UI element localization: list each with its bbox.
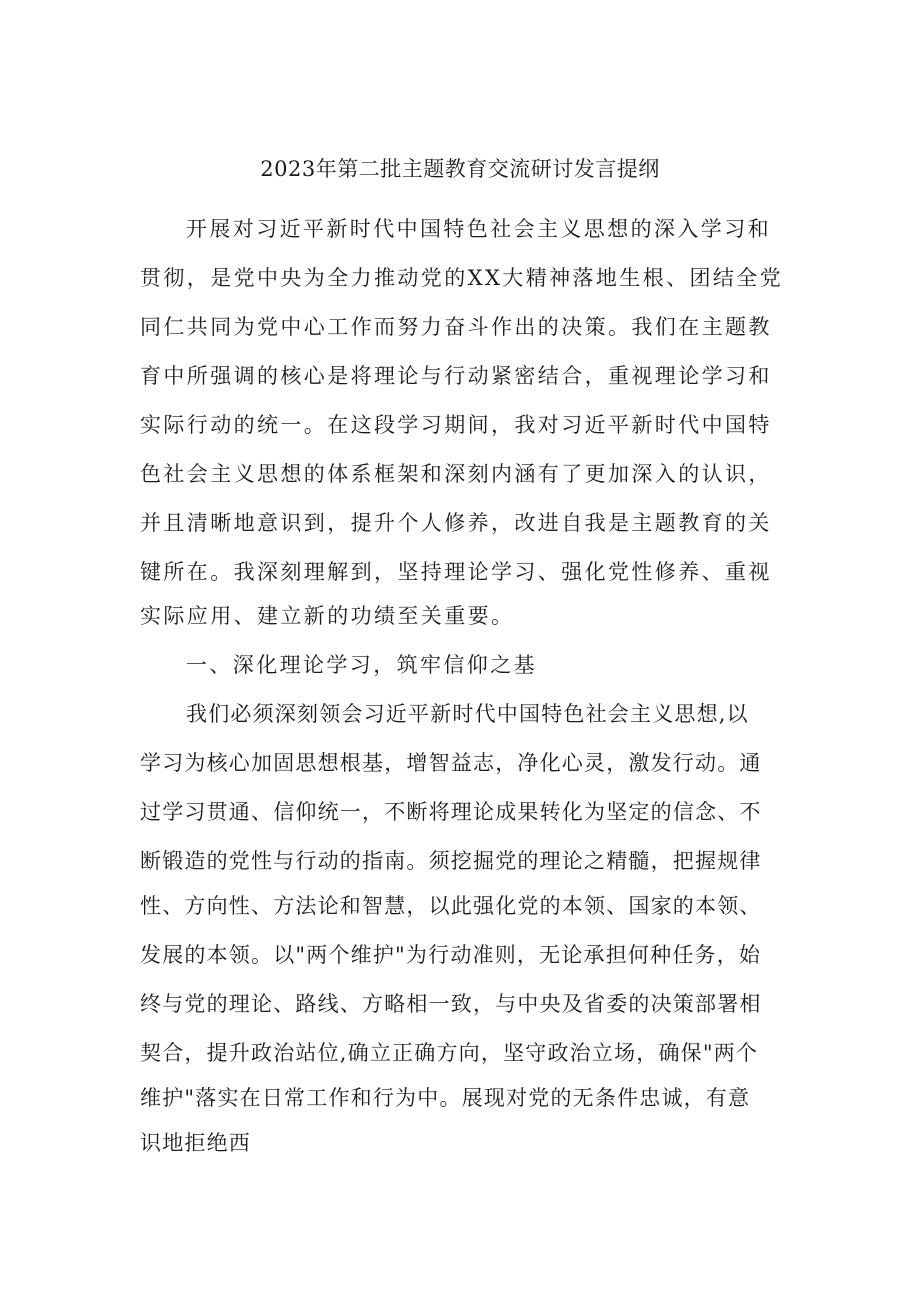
paragraph-line: 色社会主义思想的体系框架和深刻内涵有了更加深入的认识， <box>140 462 772 486</box>
paragraph-line: 过学习贯通、信仰统一，不断将理论成果转化为坚定的信念、不 <box>140 800 762 824</box>
paragraph-line: 性、方向性、方法论和智慧，以此强化党的本领、国家的本领、 <box>140 894 762 918</box>
paragraph-line: 终与党的理论、路线、方略相一致，与中央及省委的决策部署相 <box>140 992 762 1016</box>
paragraph-line: 维护"落实在日常工作和行为中。展现对党的无条件忠诚，有意 <box>140 1086 751 1110</box>
paragraph-line: 学习为核心加固思想根基，增智益志，净化心灵，激发行动。通 <box>140 751 762 775</box>
paragraph-line: 键所在。我深刻理解到，坚持理论学习、强化党性修养、重视 <box>140 560 772 584</box>
paragraph-line: 贯彻，是党中央为全力推动党的XX大精神落地生根、团结全党 <box>140 266 784 290</box>
document-title: 2023年第二批主题教育交流研讨发言提纲 <box>260 157 660 181</box>
paragraph-line: 育中所强调的核心是将理论与行动紧密结合，重视理论学习和 <box>140 364 772 388</box>
paragraph-line: 断锻造的党性与行动的指南。须挖掘党的理论之精髓，把握规律 <box>140 849 762 873</box>
paragraph-line: 实际应用、建立新的功绩至关重要。 <box>140 604 515 628</box>
section-heading: 一、深化理论学习，筑牢信仰之基 <box>186 653 537 677</box>
paragraph-line: 实际行动的统一。在这段学习期间，我对习近平新时代中国特 <box>140 413 772 437</box>
paragraph-line: 契合，提升政治站位,确立正确方向，坚守政治立场，确保"两个 <box>140 1041 759 1065</box>
paragraph-line: 开展对习近平新时代中国特色社会主义思想的深入学习和 <box>186 217 771 241</box>
paragraph-line: 发展的本领。以"两个维护"为行动准则，无论承担何种任务，始 <box>140 943 762 967</box>
paragraph-line: 识地拒绝西 <box>140 1131 251 1155</box>
paragraph-line: 同仁共同为党中心工作而努力奋斗作出的决策。我们在主题教 <box>140 315 772 339</box>
paragraph-line: 我们必须深刻领会习近平新时代中国特色社会主义思想,以 <box>186 702 749 726</box>
paragraph-line: 并且清晰地意识到，提升个人修养，改进自我是主题教育的关 <box>140 511 772 535</box>
